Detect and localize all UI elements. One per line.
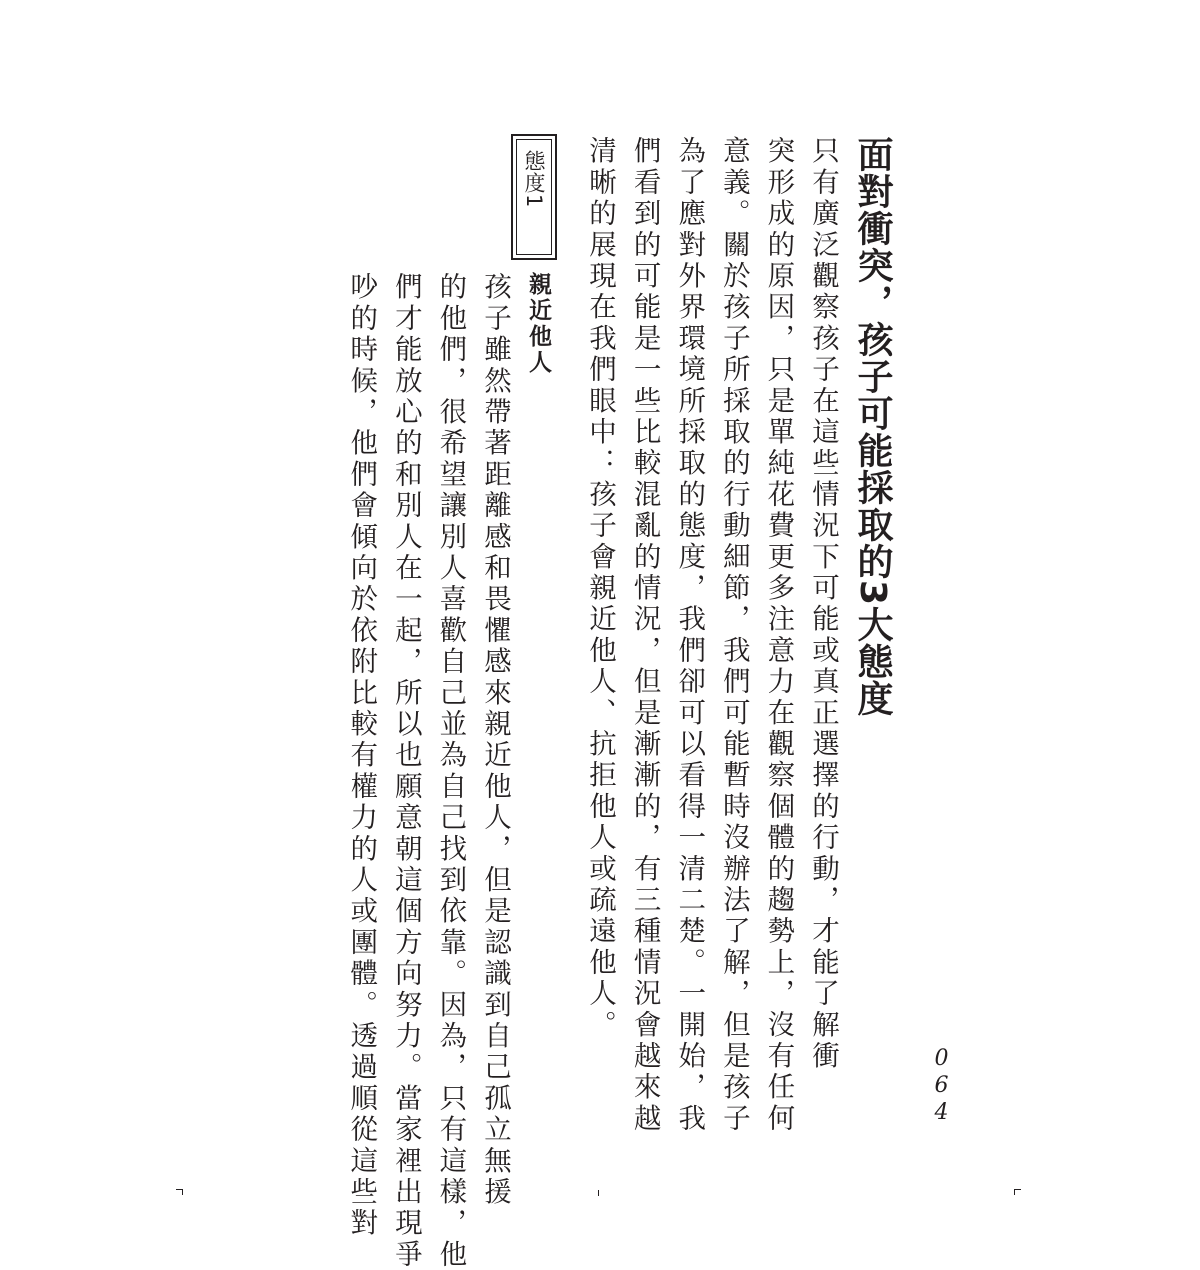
section-label	[516, 150, 552, 246]
section-label-box	[511, 134, 557, 260]
section-label-text: 態度	[522, 150, 546, 194]
text-line: 為了應對外界環境所採取的態度，我們卻可以看得一清二楚。一開始，我	[673, 136, 706, 1135]
text-line: 們才能放心的和別人在一起，所以也願意朝這個方向努力。當家裡出現爭	[389, 272, 422, 1270]
text-line: 的他們，很希望讓別人喜歡自己並為自己找到依靠。因為，只有這樣，他	[434, 272, 467, 1270]
section-paragraph	[337, 272, 517, 1270]
crop-mark-right-tick	[1014, 1189, 1015, 1195]
page-heading	[842, 136, 902, 718]
text-line: 突形成的原因，只是單純花費更多注意力在觀察個體的趨勢上，沒有任何	[762, 136, 795, 1135]
text-line: 們看到的可能是一些比較混亂的情況，但是漸漸的，有三種情況會越來越	[628, 136, 661, 1135]
heading-number: 3	[852, 580, 893, 607]
section-label-number: 1	[522, 194, 546, 209]
crop-mark-right	[1014, 1189, 1021, 1190]
text-line: 孩子雖然帶著距離感和畏懼感來親近他人，但是認識到自己孤立無援	[479, 272, 511, 1208]
text-line: 意義。關於孩子所採取的行動細節，我們可能暫時沒辦法了解，但是孩子	[717, 136, 750, 1135]
intro-paragraph	[577, 136, 845, 1135]
text-line: 只有廣泛觀察孩子在這些情況下可能或真正選擇的行動，才能了解衝	[807, 136, 839, 1072]
text-line: 清晰的展現在我們眼中：孩子會親近他人、抗拒他人或疏遠他人。	[584, 136, 617, 1041]
heading-text-before-number: 面對衝突，孩子可能採取的	[852, 136, 893, 580]
section-title: 親近他人	[525, 272, 551, 376]
heading-text-after-number: 大態度	[852, 606, 893, 718]
text-line: 吵的時候，他們會傾向於依附比較有權力的人或團體。透過順從這些對	[345, 272, 378, 1240]
crop-mark-center	[598, 1190, 599, 1196]
crop-mark-left-tick	[182, 1189, 183, 1195]
page-number: 064	[929, 1046, 954, 1127]
